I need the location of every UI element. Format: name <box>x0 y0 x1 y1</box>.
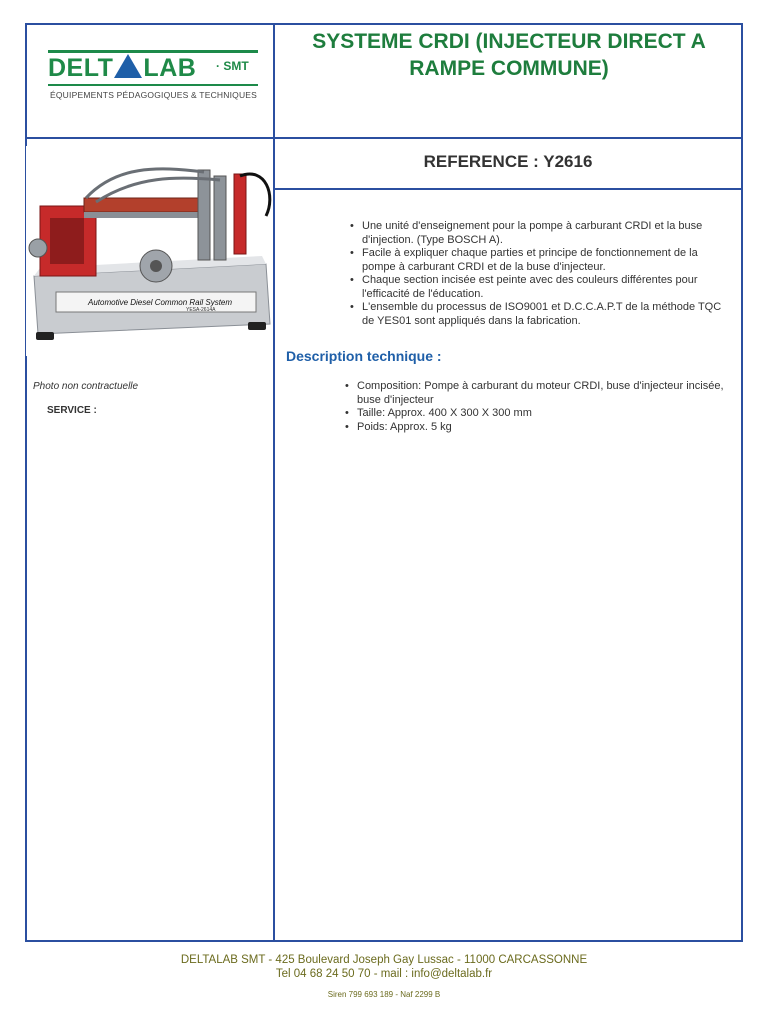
photo-caption: Photo non contractuelle <box>33 381 139 392</box>
footer-legal: Siren 799 693 189 - Naf 2299 B <box>327 990 441 999</box>
logo-name-right: LAB <box>143 54 197 82</box>
service-label: SERVICE : <box>47 405 97 416</box>
feature-item: • L'ensemble du processus de ISO9001 et D.C.C.A.P.T de la méthode TQC de YES01 sont appliqués dans la fabrication. <box>348 301 728 328</box>
reference-divider <box>273 188 743 190</box>
product-reference: REFERENCE : Y2616 <box>423 152 593 171</box>
footer-contact: Tel 04 68 24 50 70 - mail : info@deltalab.fr <box>275 968 493 980</box>
delta-triangle-icon <box>114 54 142 78</box>
logo-tagline: ÉQUIPEMENTS PÉDAGOGIQUES & TECHNIQUES <box>50 90 258 100</box>
spec-list <box>343 380 728 434</box>
spec-item: • Taille: Approx. 400 X 300 X 300 mm <box>343 407 728 421</box>
feature-item: • Chaque section incisée est peinte avec des couleurs différentes pour l'efficacité de l'éducation. <box>348 274 728 301</box>
logo-rule-bottom <box>48 84 258 86</box>
page-title: SYSTEME CRDI (INJECTEUR DIRECT A RAMPE COMMUNE) <box>312 30 706 80</box>
photo-plate-text: Automotive Diesel Common Rail System <box>88 298 233 307</box>
description-heading: Description technique : <box>286 348 442 364</box>
logo-wordmark <box>48 54 196 83</box>
logo-suffix: · SMT <box>216 59 249 73</box>
product-photo <box>26 146 272 356</box>
footer-address: DELTALAB SMT - 425 Boulevard Joseph Gay Lussac - 11000 CARCASSONNE <box>180 954 588 966</box>
feature-item: • Facile à expliquer chaque parties et principe de fonctionnement de la pompe à carburant CRDI et de la buse d'injecteur. <box>348 247 728 274</box>
spec-item: • Composition: Pompe à carburant du moteur CRDI, buse d'injecteur incisée, buse d'injecteur <box>343 380 728 407</box>
logo-rule-top <box>48 50 258 53</box>
feature-item: • Une unité d'enseignement pour la pompe à carburant CRDI et la buse d'injection. (Type BOSCH A). <box>348 220 728 247</box>
logo-name-left: DELT <box>48 54 114 82</box>
spec-item: • Poids: Approx. 5 kg <box>343 421 728 435</box>
feature-list <box>348 220 728 328</box>
header-divider-right <box>273 137 743 139</box>
header-divider-left <box>25 137 275 139</box>
photo-plate-code: YESA-2614A <box>186 307 216 313</box>
deltalab-logo <box>48 50 260 105</box>
